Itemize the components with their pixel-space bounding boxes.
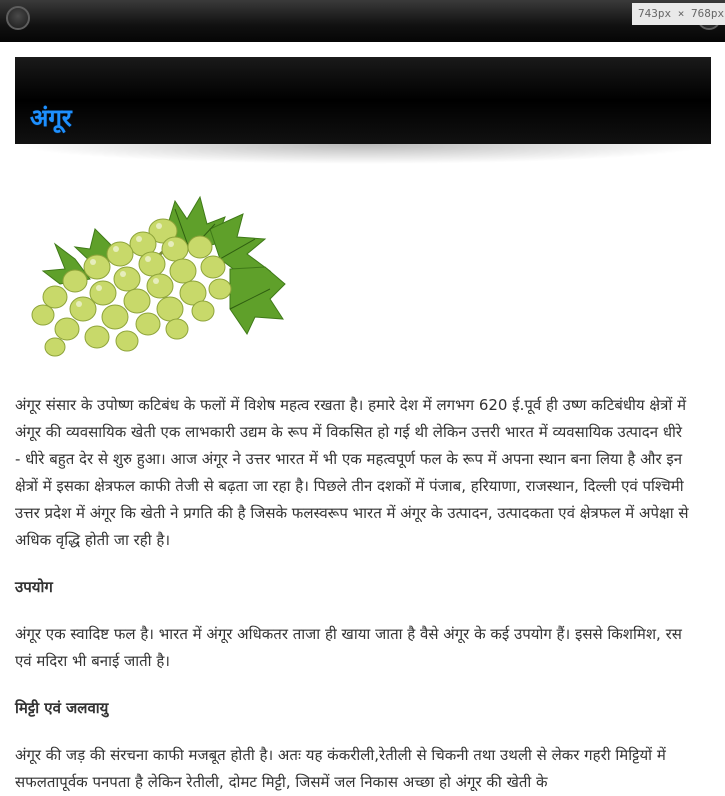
browser-top-bar <box>0 0 725 42</box>
soil-climate-paragraph: अंगूर की जड़ की संरचना काफी मजबूत होती है। अतः यह कंकरीली,रेतीली से चिकनी तथा उथली से लेकर गहरी मिट्टियों में सफलतापूर्वक पनपता है लेकिन रेतीली, दोमट मिट्टी, जिसमें जल निकास अच्छा हो अंगूर की खेती के <box>15 746 666 791</box>
viewport-size-overlay: 743px × 768px <box>632 3 725 25</box>
grapes-image <box>15 189 296 369</box>
page-title: अंगूर <box>30 104 72 132</box>
intro-paragraph: अंगूर संसार के उपोष्ण कटिबंध के फलों में विशेष महत्व रखता है। हमारे देश में लगभग 620 ई.पूर्व ही उष्ण कटिबंधीय क्षेत्रों में अंगूर की व्यवसायिक खेती एक लाभकारी उद्यम के रूप में विकसित हो गई थी लेकिन उत्तरी भारत में व्यवसायिक उत्पादन धीरे - धीरे बहुत देर से शुरु हुआ। आज अंगूर ने उत्तर भारत में भी एक महत्वपूर्ण फल के रूप में अपना स्थान बना लिया है और इन क्षेत्रों में इसका क्षेत्रफल काफी तेजी से बढ़ता जा रहा है। पिछले तीन दशकों में पंजाब, हरियाणा, राजस्थान, दिल्ली एवं पश्चिमी उत्तर प्रदेश में अंगूर कि खेती ने प्रगति की है जिसके फलस्वरूप भारत में अंगूर के उत्पादन, उत्पादकता एवं क्षेत्रफल में अपेक्षा से अधिक वृद्धि होती जा रही है। <box>15 396 689 549</box>
soil-climate-heading: मिट्टी एवं जलवायु <box>15 699 109 717</box>
banner-shadow <box>15 144 711 164</box>
article-content <box>15 392 691 796</box>
title-banner <box>15 57 711 144</box>
browser-back-icon[interactable] <box>6 6 30 30</box>
uses-heading: उपयोग <box>15 578 53 596</box>
uses-paragraph: अंगूर एक स्वादिष्ट फल है। भारत में अंगूर अधिकतर ताजा ही खाया जाता है वैसे अंगूर के कई उपयोग हैं। इससे किशमिश, रस एवं मदिरा भी बनाई जाती है। <box>15 625 682 670</box>
grapes-illustration <box>15 189 296 369</box>
